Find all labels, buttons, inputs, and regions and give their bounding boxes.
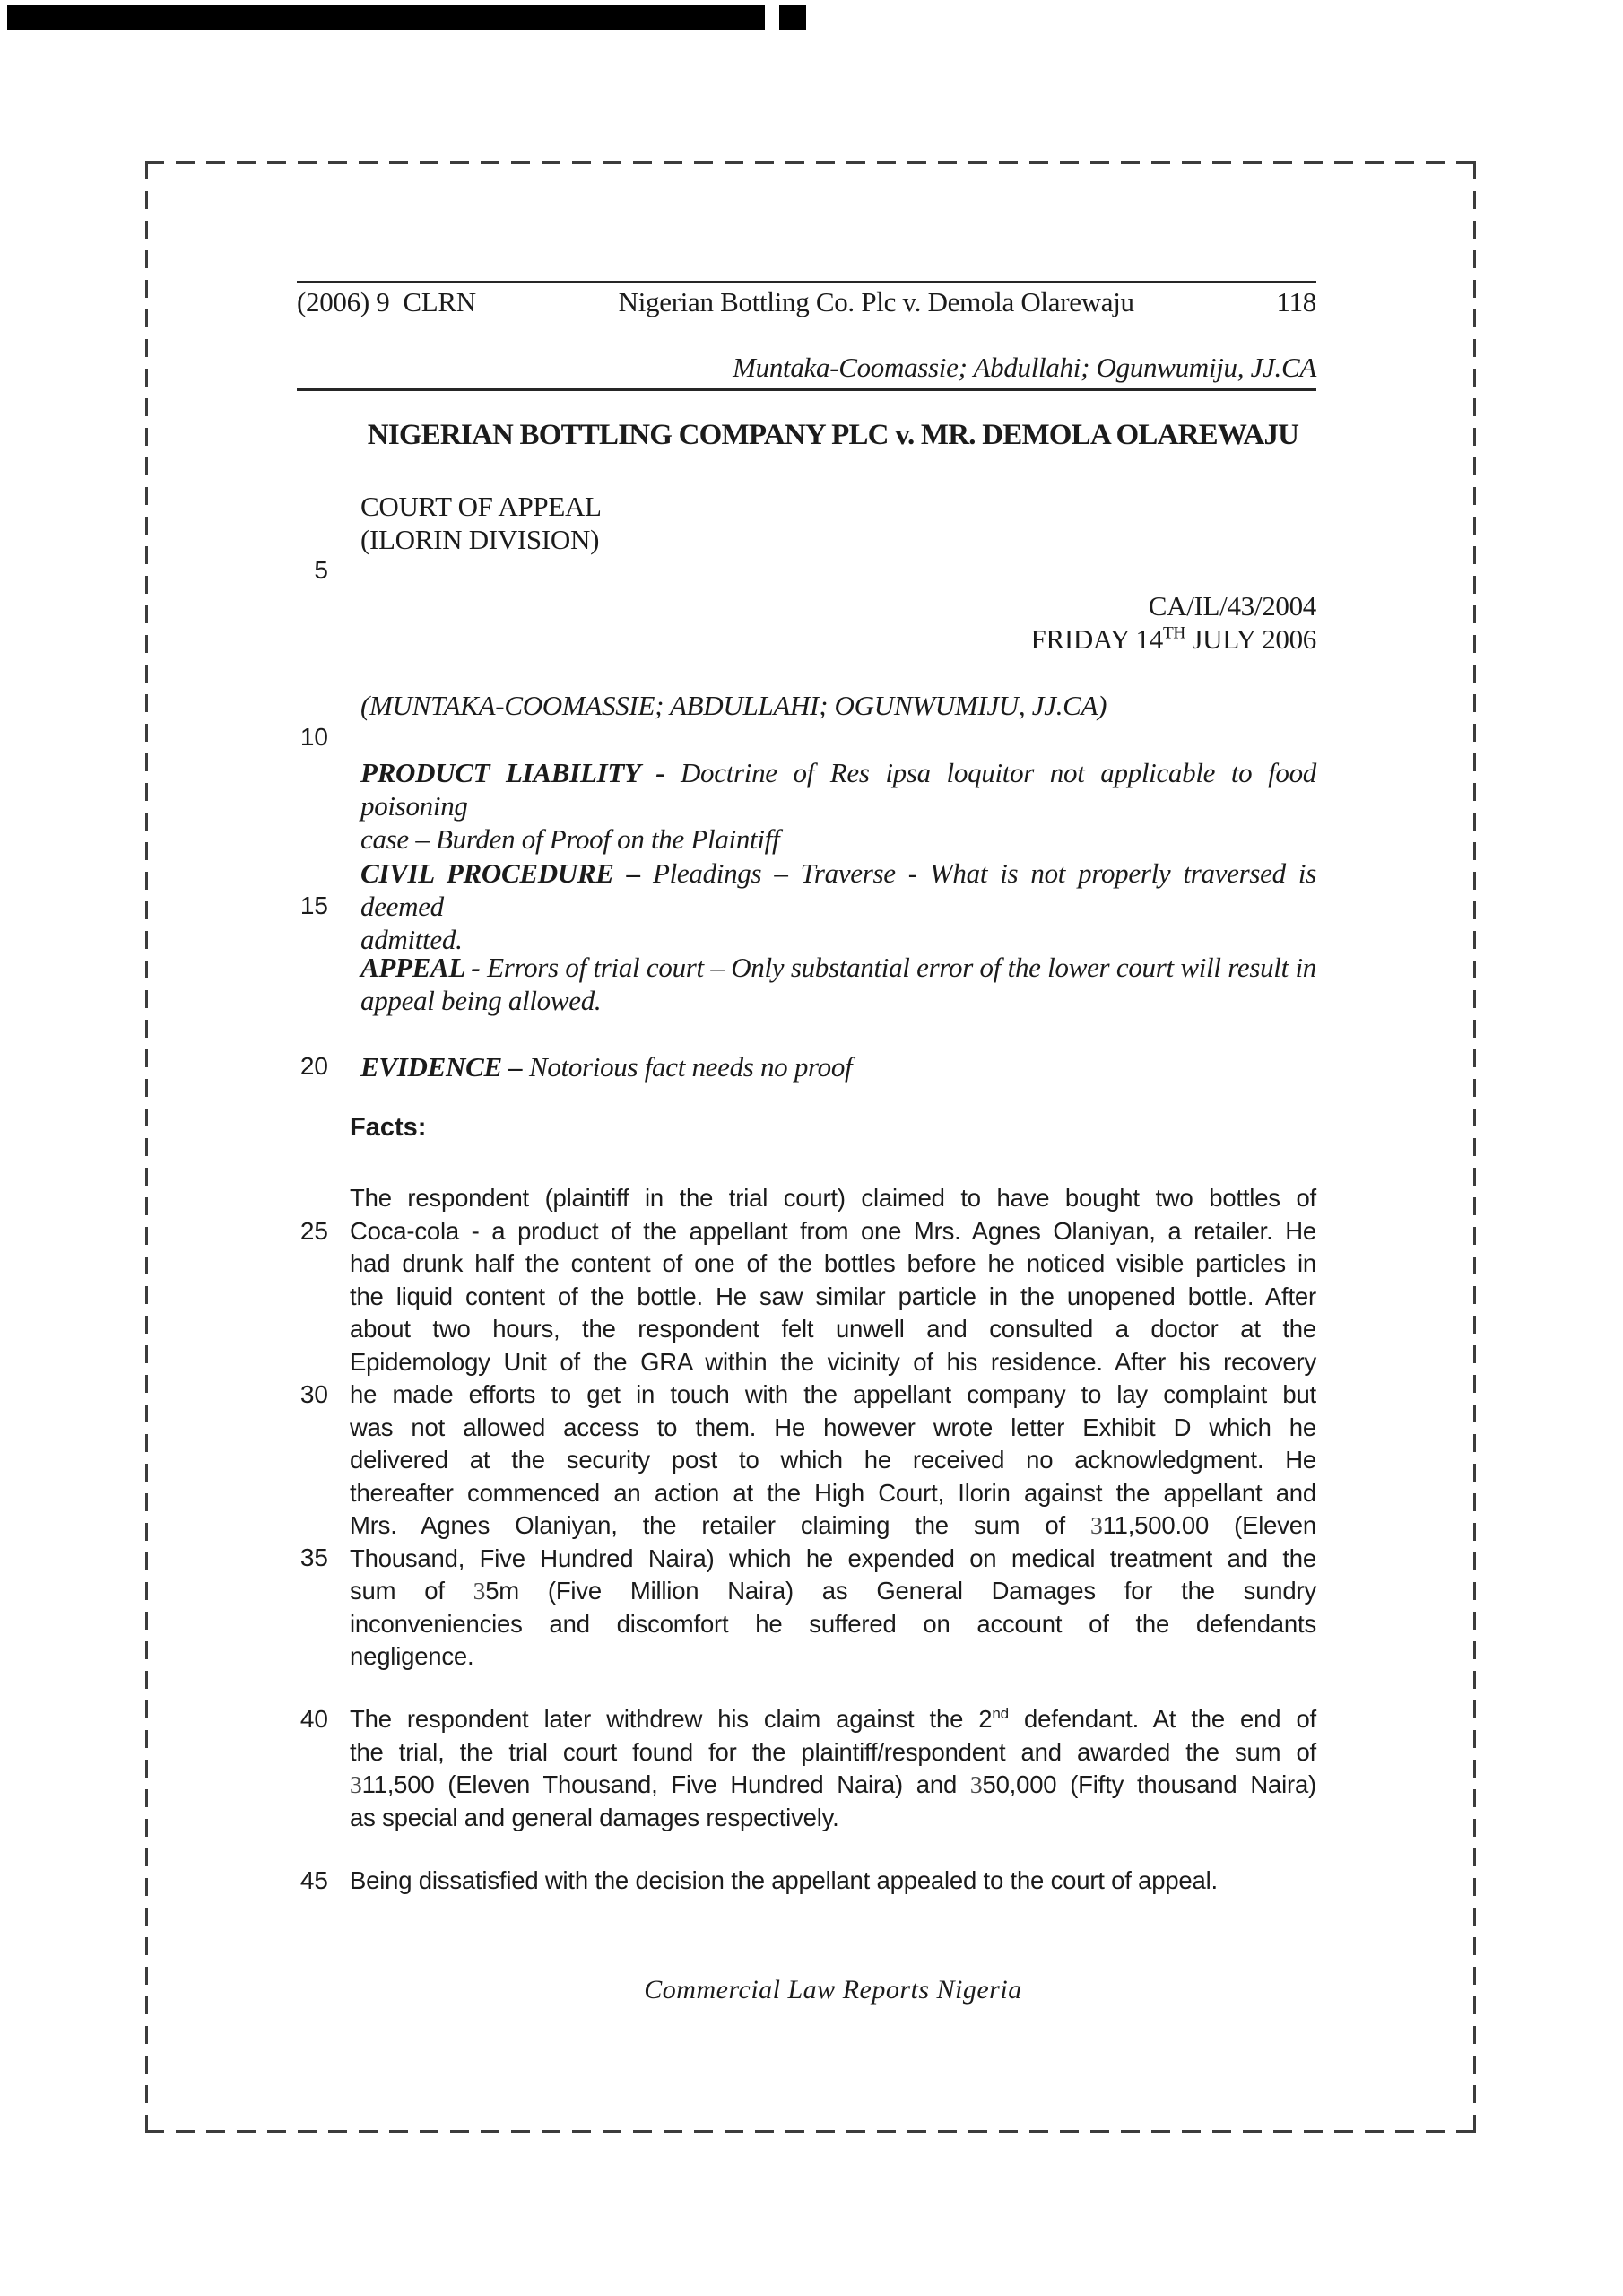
judgment-date: FRIDAY 14TH JULY 2006 [1030,623,1316,655]
text-line: was not allowed access to them. He however wrote letter Exhibit D which he [350,1413,1316,1441]
frame-bottom-border [145,2130,1476,2133]
headnote-appeal [360,951,1316,1017]
text-line: The respondent (plaintiff in the trial court) claimed to have bought two bottles of [350,1184,1316,1212]
court-division: (ILORIN DIVISION) [360,524,600,555]
headnote-line: appeal being allowed. [360,985,602,1016]
text-line: inconveniencies and discomfort he suffered on account of the defendants [350,1609,1316,1638]
headnote-line: case – Burden of Proof on the Plaintiff [360,823,780,855]
report-series-footer: Commercial Law Reports Nigeria [644,1975,1022,2005]
headnote-line: EVIDENCE – Notorious fact needs no proof [360,1051,853,1083]
headnote-line: APPEAL - Errors of trial court – Only substantial error of the lower court will result in [360,952,1317,983]
header-top-rule [297,281,1316,283]
facts-paragraph-3 [350,1865,1316,1898]
facts-paragraph-2 [350,1703,1316,1834]
court-name: COURT OF APPEAL [360,491,602,522]
case-title: NIGERIAN BOTTLING COMPANY PLC v. MR. DEMOLA OLAREWAJU [367,419,1299,451]
margin-line-number: 15 [299,891,328,919]
frame-right-border [1473,161,1476,2133]
headnote-subject: PRODUCT LIABILITY - [360,757,681,788]
suit-number: CA/IL/43/2004 [1148,590,1316,622]
scan-artifact-bar [7,5,765,30]
headnote-product-liability [360,756,1316,856]
text-line: as special and general damages respectively. [350,1803,839,1831]
headnote-subject: CIVIL PROCEDURE – [360,857,653,889]
frame-top-border [145,161,1476,164]
margin-line-number: 35 [299,1544,328,1571]
coram-line: (MUNTAKA-COOMASSIE; ABDULLAHI; OGUNWUMIJU, JJ.CA) [360,690,1107,721]
margin-line-number: 30 [299,1380,328,1408]
text-line: negligence. [350,1642,474,1670]
scan-artifact-bar [779,5,806,30]
margin-line-number: 20 [299,1052,328,1080]
text-line: sum of 35m (Five Million Naira) as General Damages for the sundry [350,1577,1316,1605]
text-line: delivered at the security post to which he received no acknowledgment. He [350,1446,1316,1474]
headnote-line: CIVIL PROCEDURE – Pleadings – Traverse - What is not properly traversed is deemed [360,857,1316,922]
text-line: about two hours, the respondent felt unwell and consulted a doctor at the [350,1315,1316,1343]
headnote-subject: EVIDENCE – [360,1051,529,1083]
margin-line-number: 45 [299,1866,328,1894]
page-number: 118 [1276,286,1316,317]
headnote-civil-procedure [360,857,1316,956]
margin-line-number: 5 [314,556,328,584]
headnote-line: PRODUCT LIABILITY - Doctrine of Res ipsa loquitor not applicable to food poisoning [360,757,1316,822]
margin-line-number: 40 [299,1705,328,1733]
text-line: he made efforts to get in touch with the appellant company to lay complaint but [350,1380,1316,1408]
running-header [297,286,1316,318]
text-line: The respondent later withdrew his claim against the 2nd defendant. At the end of [350,1704,1316,1733]
text-line: the trial, the trial court found for the plaintiff/respondent and awarded the sum of [350,1737,1316,1766]
frame-left-border [145,161,148,2133]
text-line: had drunk half the content of one of the bottles before he noticed visible particles in [350,1249,1316,1277]
text-line: Being dissatisfied with the decision the appellant appealed to the court of appeal. [350,1866,1218,1894]
text-line: 311,500 (Eleven Thousand, Five Hundred Naira) and 350,000 (Fifty thousand Naira) [350,1770,1316,1798]
margin-line-number: 10 [299,723,328,751]
facts-paragraph-1 [350,1182,1316,1674]
running-case-name: Nigerian Bottling Co. Plc v. Demola Olarewaju [618,286,1134,317]
text-line: Mrs. Agnes Olaniyan, the retailer claiming the sum of 311,500.00 (Eleven [350,1511,1316,1539]
header-bottom-rule [297,388,1316,391]
facts-heading: Facts: [350,1113,427,1142]
headnote-evidence [360,1050,1316,1083]
text-line: Thousand, Five Hundred Naira) which he expended on medical treatment and the [350,1544,1316,1572]
text-line: the liquid content of the bottle. He saw similar particle in the unopened bottle. After [350,1282,1316,1310]
headnote-line: admitted. [360,924,463,955]
margin-line-number: 25 [299,1217,328,1245]
text-line: thereafter commenced an action at the High Court, Ilorin against the appellant and [350,1478,1316,1507]
judges-header-line: Muntaka-Coomassie; Abdullahi; Ogunwumiju, JJ.CA [733,352,1316,383]
text-line: Epidemology Unit of the GRA within the vicinity of his residence. After his recovery [350,1347,1316,1376]
headnote-subject: APPEAL - [360,952,488,983]
report-citation: (2006) 9 CLRN [297,286,476,317]
text-line: Coca-cola - a product of the appellant from one Mrs. Agnes Olaniyan, a retailer. He [350,1216,1316,1245]
